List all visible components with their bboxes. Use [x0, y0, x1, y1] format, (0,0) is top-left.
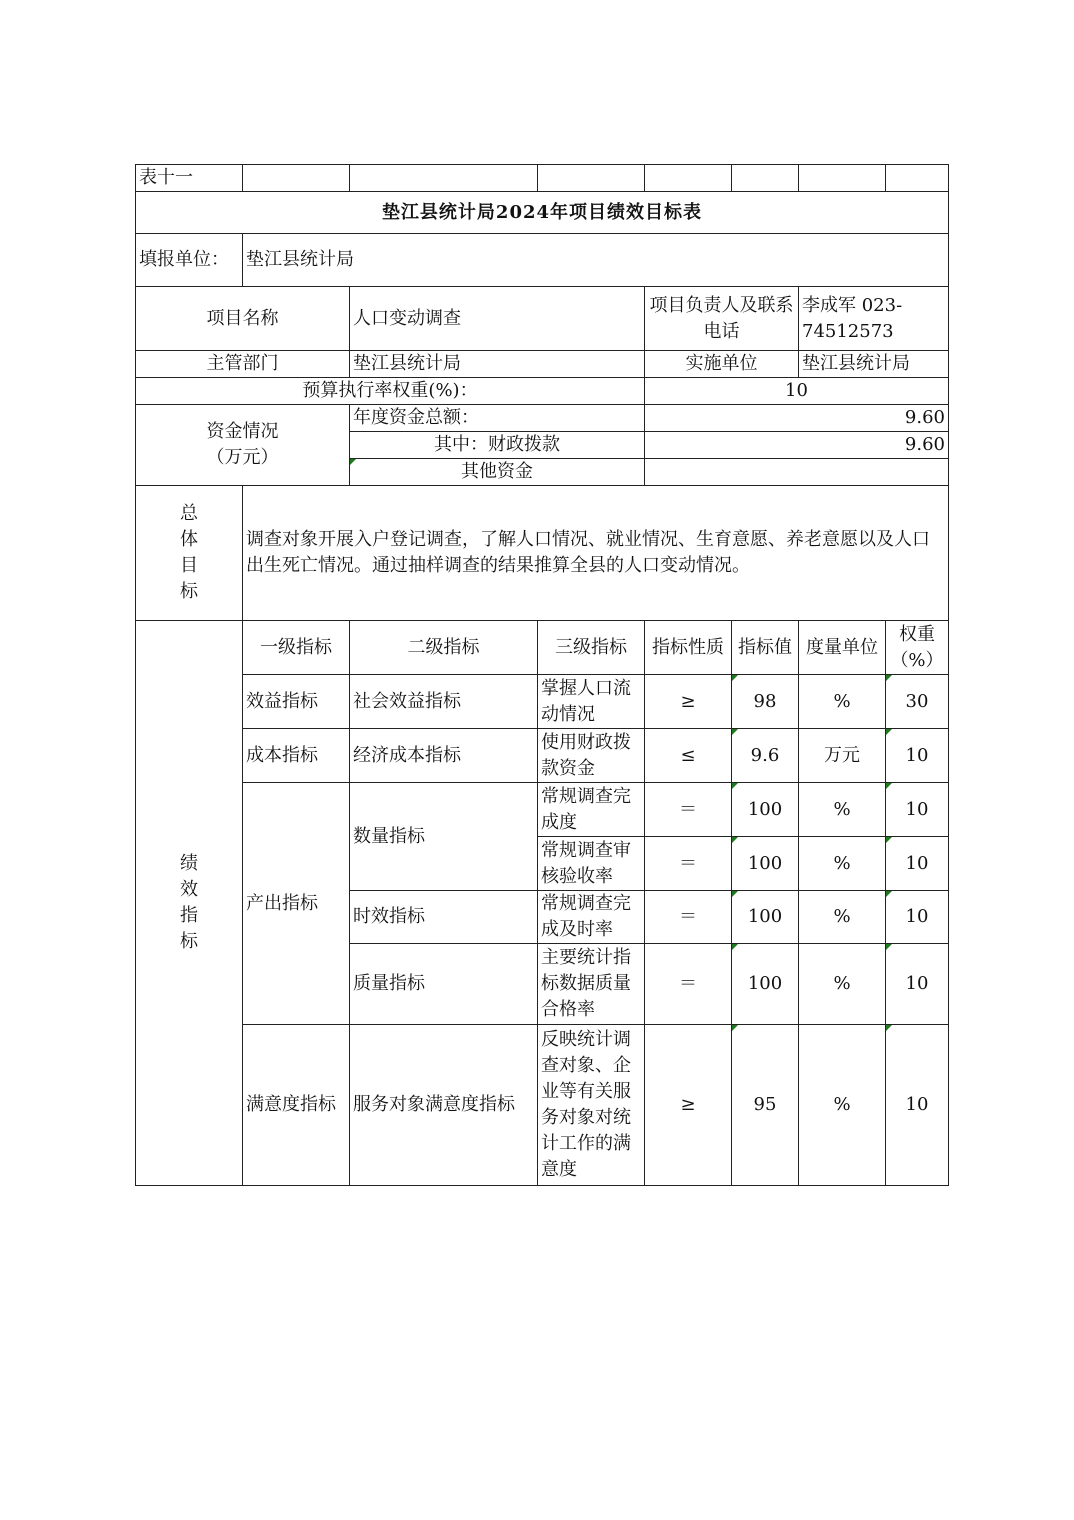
level1-cell: 产出指标 [243, 783, 350, 1025]
dept-label: 主管部门 [136, 351, 350, 378]
unit-cell: % [799, 675, 886, 729]
overall-goal-text: 调查对象开展入户登记调查，了解人口情况、就业情况、生育意愿、养老意愿以及人口出生死亡情况。通过抽样调查的结果推算全县的人口变动情况。 [243, 486, 949, 621]
level2-cell: 时效指标 [350, 891, 538, 944]
unit-cell: % [799, 944, 886, 1025]
impl-unit-value: 垫江县统计局 [799, 351, 949, 378]
value-cell: 100 [732, 944, 799, 1025]
table-row [136, 675, 949, 729]
funds-other-label: 其他资金 [350, 459, 645, 486]
nature-cell: ＝ [645, 837, 732, 891]
impl-unit-label: 实施单位 [645, 351, 799, 378]
value-cell: 100 [732, 837, 799, 891]
performance-target-table [135, 164, 949, 1186]
empty-cell [799, 165, 886, 192]
funds-label-line1: 资金情况 [206, 421, 279, 442]
budget-rate-label: 预算执行率权重(%)： [136, 378, 645, 405]
weight-cell: 10 [886, 1025, 949, 1186]
table-row [136, 729, 949, 783]
project-leader-value: 李成军 023-74512573 [799, 287, 949, 351]
level1-cell: 效益指标 [243, 675, 350, 729]
value-cell: 95 [732, 1025, 799, 1186]
funds-label [136, 405, 350, 486]
unit-cell: % [799, 1025, 886, 1186]
level3-cell: 主要统计指标数据质量合格率 [538, 944, 645, 1025]
project-name-value: 人口变动调查 [350, 287, 645, 351]
header-value: 指标值 [732, 621, 799, 675]
level2-cell: 经济成本指标 [350, 729, 538, 783]
funds-total-label: 年度资金总额： [350, 405, 645, 432]
nature-cell: ＝ [645, 944, 732, 1025]
level2-cell: 质量指标 [350, 944, 538, 1025]
indicators-label [136, 621, 243, 1186]
level3-cell: 使用财政拨款资金 [538, 729, 645, 783]
level3-cell: 常规调查完成度 [538, 783, 645, 837]
weight-cell: 10 [886, 944, 949, 1025]
nature-cell: ≥ [645, 675, 732, 729]
funds-other-value [645, 459, 949, 486]
header-nature: 指标性质 [645, 621, 732, 675]
weight-cell: 10 [886, 783, 949, 837]
funds-label-line2: （万元） [206, 447, 279, 468]
overall-goal-label [136, 486, 243, 621]
nature-cell: ＝ [645, 891, 732, 944]
vertical-char: 指 [180, 905, 198, 926]
indicators-label-text [139, 851, 239, 955]
weight-cell: 30 [886, 675, 949, 729]
fill-unit-value: 垫江县统计局 [243, 234, 949, 287]
nature-cell: ≤ [645, 729, 732, 783]
header-level1: 一级指标 [243, 621, 350, 675]
table-row [136, 783, 949, 837]
empty-cell [886, 165, 949, 192]
vertical-char: 目 [180, 555, 198, 576]
unit-cell: 万元 [799, 729, 886, 783]
empty-cell [645, 165, 732, 192]
unit-cell: % [799, 783, 886, 837]
funds-fiscal-value: 9.60 [645, 432, 949, 459]
weight-cell: 10 [886, 837, 949, 891]
level2-cell: 数量指标 [350, 783, 538, 891]
budget-rate-value: 10 [645, 378, 949, 405]
empty-cell [732, 165, 799, 192]
project-name-label: 项目名称 [136, 287, 350, 351]
funds-fiscal-label: 其中：财政拨款 [350, 432, 645, 459]
unit-cell: % [799, 891, 886, 944]
empty-cell [243, 165, 350, 192]
vertical-char: 总 [180, 503, 198, 524]
level2-cell: 服务对象满意度指标 [350, 1025, 538, 1186]
level3-cell: 反映统计调查对象、企业等有关服务对象对统计工作的满意度 [538, 1025, 645, 1186]
header-level3: 三级指标 [538, 621, 645, 675]
empty-cell [538, 165, 645, 192]
vertical-char: 效 [180, 879, 198, 900]
vertical-char: 绩 [180, 853, 198, 874]
weight-cell: 10 [886, 729, 949, 783]
page-title: 垫江县统计局2024年项目绩效目标表 [136, 192, 949, 234]
empty-cell [350, 165, 538, 192]
vertical-char: 标 [180, 931, 198, 952]
value-cell: 100 [732, 891, 799, 944]
value-cell: 9.6 [732, 729, 799, 783]
header-unit: 度量单位 [799, 621, 886, 675]
table-row [136, 1025, 949, 1186]
nature-cell: ≥ [645, 1025, 732, 1186]
level3-cell: 掌握人口流动情况 [538, 675, 645, 729]
value-cell: 100 [732, 783, 799, 837]
level3-cell: 常规调查完成及时率 [538, 891, 645, 944]
vertical-char: 体 [180, 529, 198, 550]
vertical-char: 标 [180, 581, 198, 602]
sheet-tag: 表十一 [136, 165, 243, 192]
funds-total-value: 9.60 [645, 405, 949, 432]
overall-goal-label-text [139, 501, 239, 605]
fill-unit-label: 填报单位： [136, 234, 243, 287]
header-level2: 二级指标 [350, 621, 538, 675]
dept-value: 垫江县统计局 [350, 351, 645, 378]
nature-cell: ＝ [645, 783, 732, 837]
level3-cell: 常规调查审核验收率 [538, 837, 645, 891]
value-cell: 98 [732, 675, 799, 729]
level2-cell: 社会效益指标 [350, 675, 538, 729]
unit-cell: % [799, 837, 886, 891]
weight-cell: 10 [886, 891, 949, 944]
level1-cell: 满意度指标 [243, 1025, 350, 1186]
level1-cell: 成本指标 [243, 729, 350, 783]
header-weight: 权重（%） [886, 621, 949, 675]
project-leader-label: 项目负责人及联系电话 [645, 287, 799, 351]
